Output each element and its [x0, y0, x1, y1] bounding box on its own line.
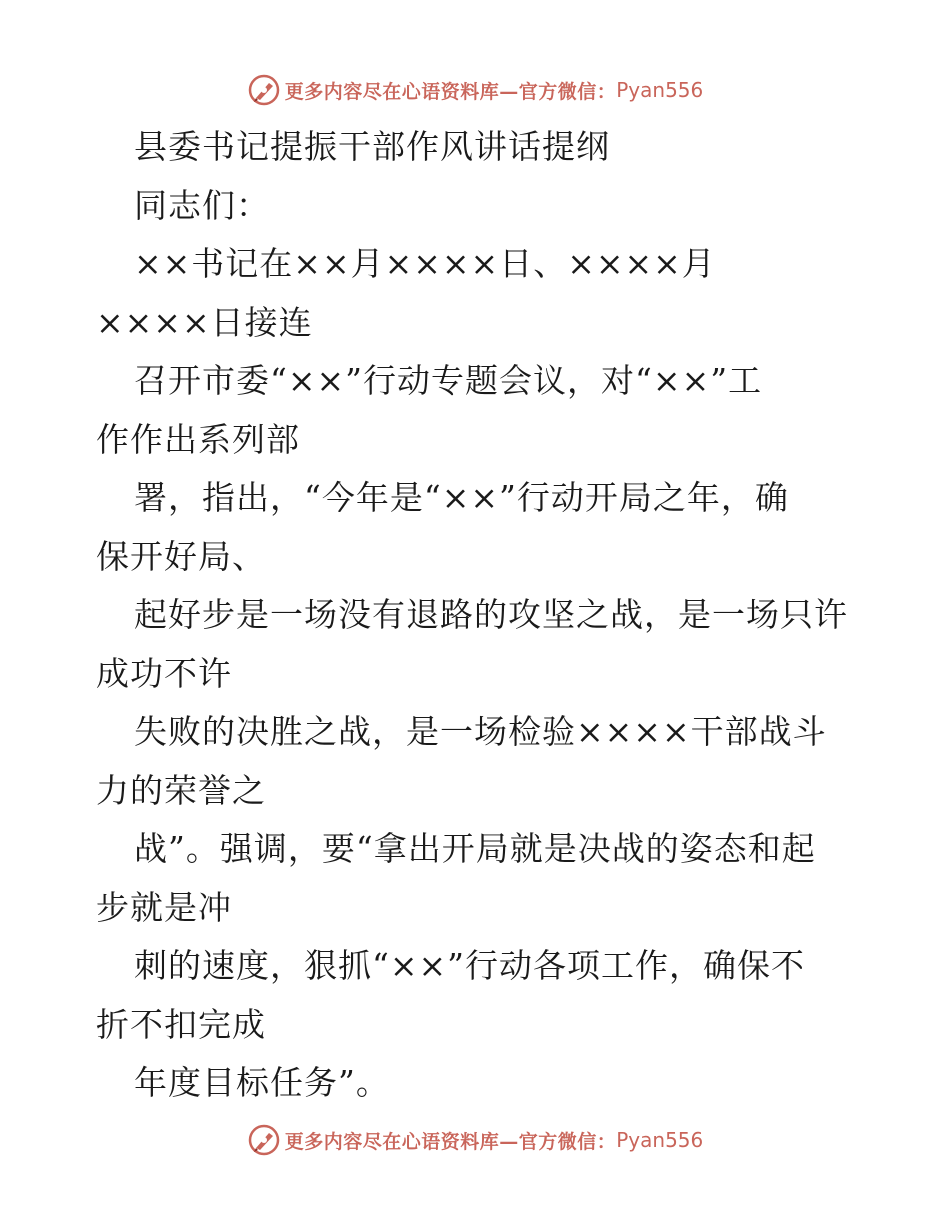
paragraph-line: 折不扣完成 — [96, 1004, 266, 1044]
paragraph-line: 战”。强调，要“拿出开局就是决战的姿态和起 — [134, 829, 816, 868]
paragraph-line: 保开好局、 — [96, 536, 266, 576]
paragraph-line: 步就是冲 — [96, 887, 232, 927]
footer-watermark-banner — [0, 1120, 950, 1160]
paragraph-line: 力的荣誉之 — [96, 770, 266, 810]
paragraph-line: 失败的决胜之战，是一场检验××××干部战斗 — [134, 712, 827, 751]
footer-banner-wechat-id: Pyan556 — [616, 1128, 704, 1152]
header-banner-wechat-id: Pyan556 — [616, 78, 704, 102]
document-greeting: 同志们： — [134, 185, 270, 225]
paragraph-line: 成功不许 — [96, 653, 232, 693]
document-body — [96, 118, 856, 1113]
pen-logo-icon — [247, 1123, 281, 1157]
paragraph-line: 刺的速度，狠抓“××”行动各项工作，确保不 — [134, 946, 806, 985]
header-banner-text: 更多内容尽在心语资料库—官方微信： — [284, 80, 617, 103]
paragraph-line: 署，指出，“今年是“××”行动开局之年，确 — [134, 478, 789, 517]
paragraph-line: ××××日接连 — [96, 302, 313, 342]
pen-logo-icon — [247, 73, 281, 107]
paragraph-line: 作作出系列部 — [96, 419, 300, 459]
header-watermark-banner — [0, 70, 950, 110]
paragraph-line: 召开市委“××”行动专题会议，对“××”工 — [134, 361, 763, 400]
document-title: 县委书记提振干部作风讲话提纲 — [134, 127, 610, 166]
footer-banner-text: 更多内容尽在心语资料库—官方微信： — [284, 1130, 617, 1153]
paragraph-line: 起好步是一场没有退路的攻坚之战，是一场只许 — [134, 595, 848, 634]
paragraph-line: 年度目标任务”。 — [134, 1063, 390, 1102]
paragraph-line: ××书记在××月××××日、××××月 — [134, 244, 716, 283]
